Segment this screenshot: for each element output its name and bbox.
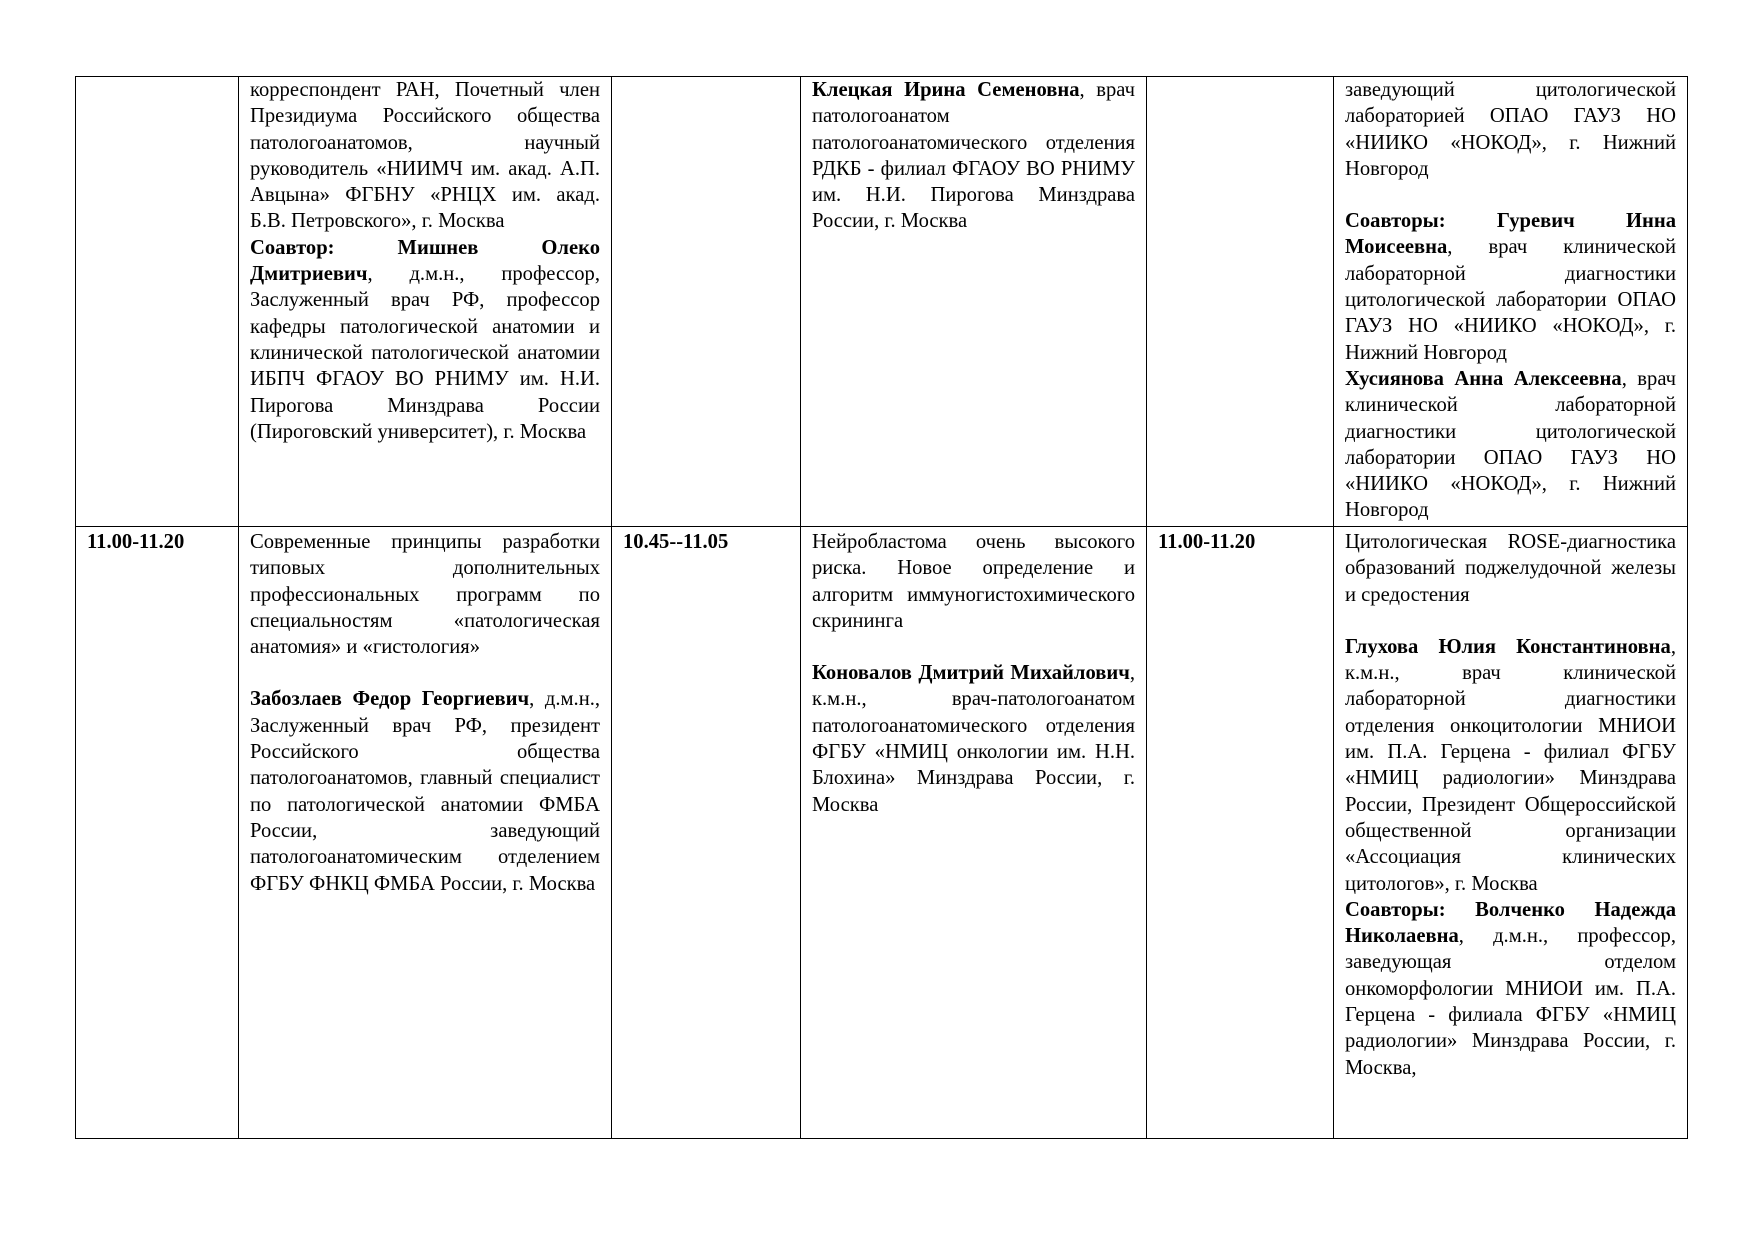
time-cell-empty: [76, 77, 239, 527]
talk-title: Нейробластома очень высокого риска. Новое определение и алгоритм иммуногистохимического скрининга: [812, 531, 1135, 632]
coauthor-label: Соавтор: Мишнев Олеко Дмитриевич: [250, 236, 600, 286]
speaker-details: , к.м.н., врач клинической лабораторной диагностики отделения онкоцитологии МНИОИ им. П.А. Герцена - филиал ФГБУ «НМИЦ радиологии» Минздрава России, Президент Общероссийской общественной организации «Ассоциация клинических цитологов», г. Москва: [1345, 635, 1676, 895]
coauthors-label: Соавторы: Гуревич Инна Моисеевна: [1345, 210, 1676, 259]
talk-cell: [1334, 527, 1688, 1139]
table-row: [76, 77, 1688, 527]
speaker-details: , к.м.н., врач-патологоанатом патологоанатомического отделения ФГБУ «НМИЦ онкологии им. Н.Н. Блохина» Минздрава России, г. Москва: [812, 662, 1135, 816]
time-cell: [1147, 527, 1334, 1139]
coauthor-details: , врач клинической лабораторной диагностики цитологической лаборатории ОПАО ГАУЗ НО «НИИКО «НОКОД», г. Нижний Новгород: [1345, 367, 1676, 522]
talk-speaker-details: корреспондент РАН, Почетный член Президиума Российского общества патологоанатомов, научный руководитель «НИИМЧ им. акад. А.П. Авцына» ФГБНУ «РНЦХ им. акад. Б.В. Петровского», г. Москва: [250, 79, 600, 233]
talk-cell: [801, 527, 1147, 1139]
talk-title: Цитологическая ROSE-диагностика образований поджелудочной железы и средостения: [1345, 531, 1676, 606]
coauthors-label: Соавторы: Волченко Надежда Николаевна: [1345, 898, 1676, 948]
speaker-name: Глухова Юлия Константиновна: [1345, 635, 1671, 658]
time-slot: 11.00-11.20: [1158, 531, 1256, 553]
talk-cell: [801, 77, 1147, 527]
coauthor-details: , д.м.н., профессор, заведующая отделом онкоморфологии МНИОИ им. П.А. Герцена - филиала ФГБУ «НМИЦ радиологии» Минздрава России, г. Москва,: [1345, 925, 1676, 1079]
time-cell: [612, 527, 801, 1139]
speaker-details: , врач патологоанатом патологоанатомического отделения РДКБ - филиал ФГАОУ ВО РНИМУ им. Н.И. Пирогова Минздрава России, г. Москва: [812, 79, 1135, 233]
schedule-table: [75, 76, 1688, 1139]
coauthor-details: , д.м.н., профессор, Заслуженный врач РФ, профессор кафедры патологической анатомии и клинической патологической анатомии ИБПЧ ФГАОУ ВО РНИМУ им. Н.И. Пирогова Минздрава России (Пироговский университет), г. Москва: [250, 263, 600, 443]
table-row: [76, 527, 1688, 1139]
talk-cell: [239, 527, 612, 1139]
time-cell: [76, 527, 239, 1139]
coauthor-details: , врач клинической лабораторной диагностики цитологической лаборатории ОПАО ГАУЗ НО «НИИКО «НОКОД», г. Нижний Новгород: [1345, 236, 1676, 364]
speaker-details: , д.м.н., Заслуженный врач РФ, президент Российского общества патологоанатомов, главный специалист по патологической анатомии ФМБА России, заведующий патологоанатомическим отделением ФГБУ ФНКЦ ФМБА России, г. Москва: [250, 688, 601, 895]
talk-title: Современные принципы разработки типовых дополнительных профессиональных программ по специальностям «патологическая анатомия» и «гистология»: [250, 531, 600, 659]
time-cell-empty: [1147, 77, 1334, 527]
speaker-name: Забозлаев Федор Георгиевич: [250, 688, 530, 711]
speaker-name: Клецкая Ирина Семеновна: [812, 79, 1080, 101]
talk-cell: [1334, 77, 1688, 527]
coauthor-name: Хусиянова Анна Алексеевна: [1345, 367, 1622, 390]
speaker-name: Коновалов Дмитрий Михайлович: [812, 662, 1130, 685]
speaker-details: заведующий цитологической лабораторией ОПАО ГАУЗ НО «НИИКО «НОКОД», г. Нижний Новгород: [1345, 79, 1676, 180]
time-slot: 11.00-11.20: [87, 531, 185, 553]
time-slot: 10.45--11.05: [623, 531, 729, 553]
talk-cell: [239, 77, 612, 527]
time-cell-empty: [612, 77, 801, 527]
